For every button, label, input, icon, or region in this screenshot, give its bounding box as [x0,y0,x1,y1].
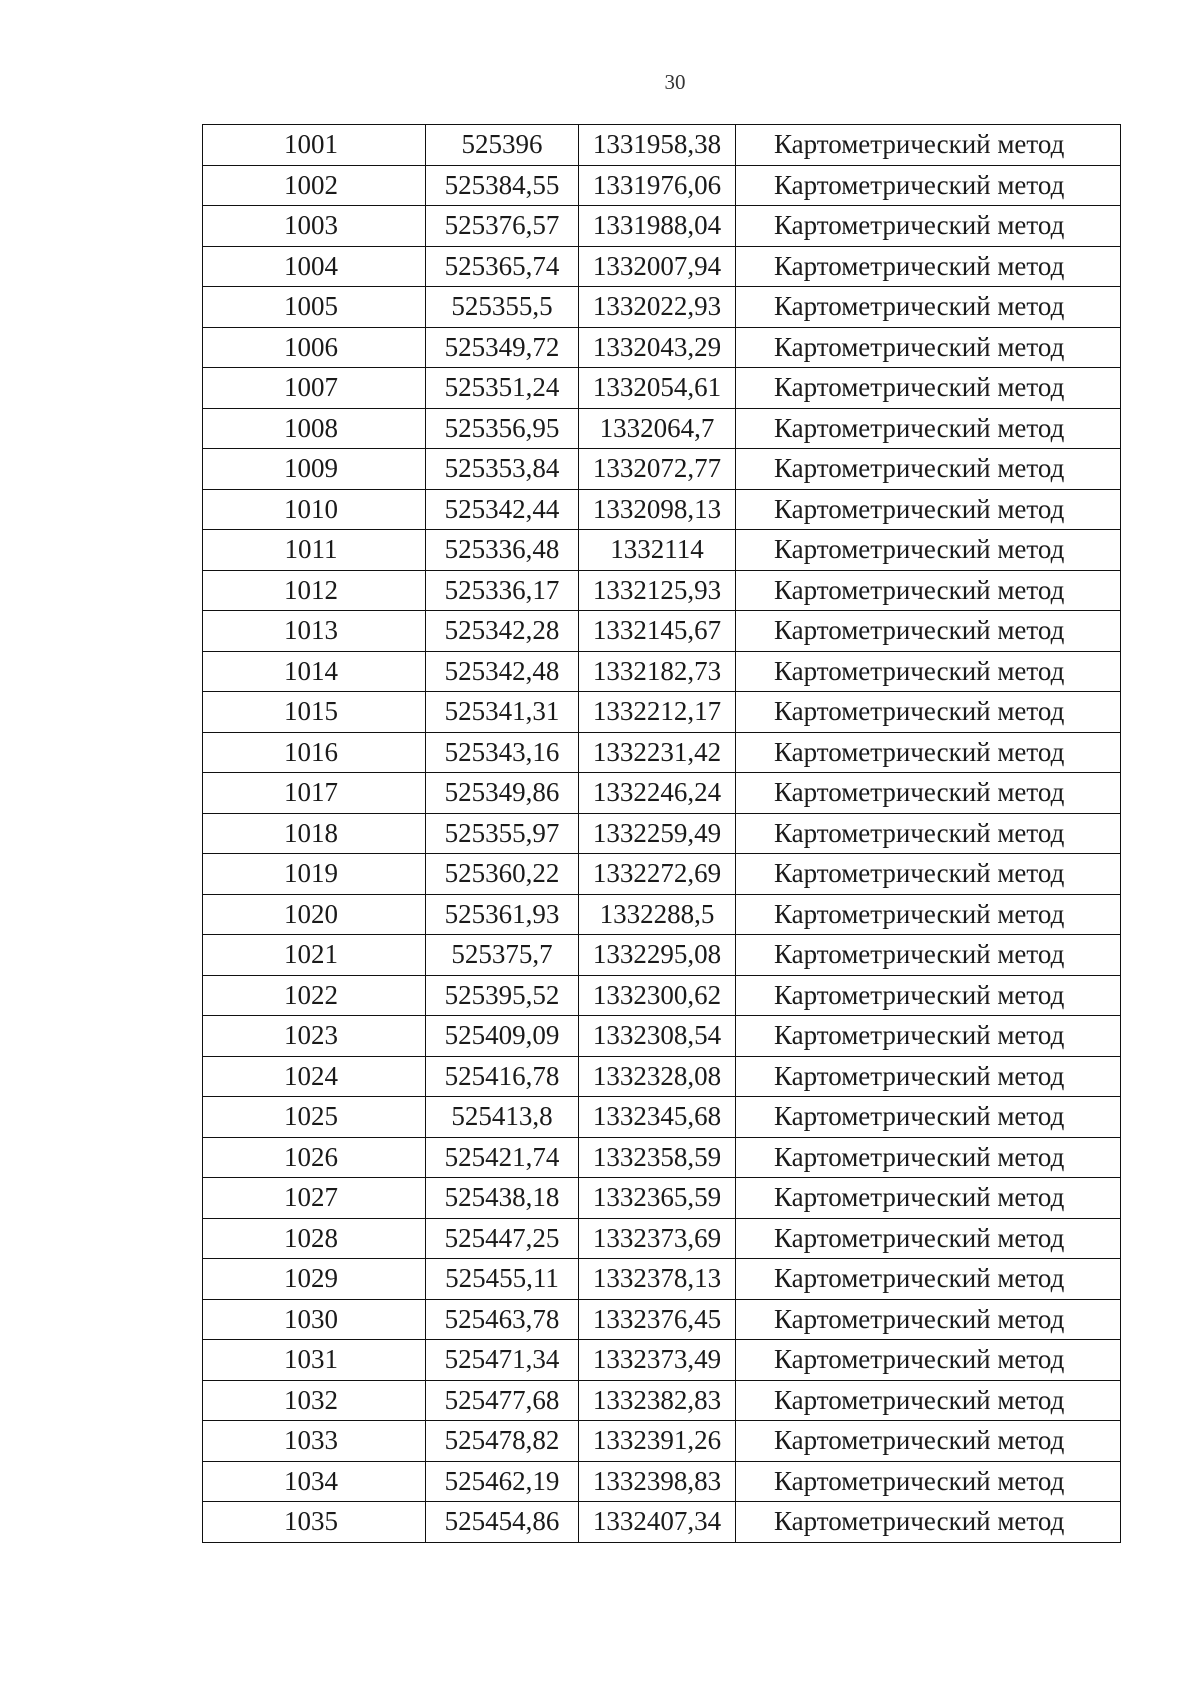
table-row [203,611,1121,652]
x-coordinate-cell: 525409,09 [426,1016,579,1057]
point-number-cell: 1018 [203,813,426,854]
table-row [203,732,1121,773]
x-coordinate-cell: 525336,48 [426,530,579,571]
method-cell: Картометрический метод [736,408,1121,449]
table-row [203,773,1121,814]
method-cell: Картометрический метод [736,813,1121,854]
x-coordinate-cell: 525447,25 [426,1218,579,1259]
table-row [203,1502,1121,1543]
point-number-cell: 1021 [203,935,426,976]
x-coordinate-cell: 525360,22 [426,854,579,895]
table-row [203,125,1121,166]
x-coordinate-cell: 525356,95 [426,408,579,449]
method-cell: Картометрический метод [736,327,1121,368]
table-row [203,327,1121,368]
x-coordinate-cell: 525395,52 [426,975,579,1016]
x-coordinate-cell: 525416,78 [426,1056,579,1097]
point-number-cell: 1007 [203,368,426,409]
method-cell: Картометрический метод [736,854,1121,895]
point-number-cell: 1009 [203,449,426,490]
x-coordinate-cell: 525349,72 [426,327,579,368]
method-cell: Картометрический метод [736,773,1121,814]
x-coordinate-cell: 525477,68 [426,1380,579,1421]
method-cell: Картометрический метод [736,732,1121,773]
table-row [203,489,1121,530]
x-coordinate-cell: 525355,5 [426,287,579,328]
x-coordinate-cell: 525462,19 [426,1461,579,1502]
method-cell: Картометрический метод [736,1421,1121,1462]
method-cell: Картометрический метод [736,1259,1121,1300]
y-coordinate-cell: 1332231,42 [579,732,736,773]
method-cell: Картометрический метод [736,1218,1121,1259]
point-number-cell: 1022 [203,975,426,1016]
point-number-cell: 1024 [203,1056,426,1097]
x-coordinate-cell: 525342,44 [426,489,579,530]
y-coordinate-cell: 1332295,08 [579,935,736,976]
y-coordinate-cell: 1332398,83 [579,1461,736,1502]
point-number-cell: 1003 [203,206,426,247]
y-coordinate-cell: 1331958,38 [579,125,736,166]
point-number-cell: 1006 [203,327,426,368]
y-coordinate-cell: 1332358,59 [579,1137,736,1178]
point-number-cell: 1010 [203,489,426,530]
method-cell: Картометрический метод [736,651,1121,692]
point-number-cell: 1026 [203,1137,426,1178]
y-coordinate-cell: 1332145,67 [579,611,736,652]
x-coordinate-cell: 525336,17 [426,570,579,611]
y-coordinate-cell: 1332182,73 [579,651,736,692]
table-row [203,854,1121,895]
point-number-cell: 1025 [203,1097,426,1138]
point-number-cell: 1027 [203,1178,426,1219]
table-row [203,1218,1121,1259]
table-row [203,165,1121,206]
table-row [203,287,1121,328]
point-number-cell: 1017 [203,773,426,814]
point-number-cell: 1035 [203,1502,426,1543]
table-row [203,894,1121,935]
point-number-cell: 1030 [203,1299,426,1340]
table-row [203,1016,1121,1057]
point-number-cell: 1023 [203,1016,426,1057]
x-coordinate-cell: 525343,16 [426,732,579,773]
table-row [203,206,1121,247]
method-cell: Картометрический метод [736,246,1121,287]
method-cell: Картометрический метод [736,165,1121,206]
method-cell: Картометрический метод [736,287,1121,328]
y-coordinate-cell: 1332064,7 [579,408,736,449]
y-coordinate-cell: 1332098,13 [579,489,736,530]
point-number-cell: 1002 [203,165,426,206]
table-row [203,570,1121,611]
x-coordinate-cell: 525421,74 [426,1137,579,1178]
y-coordinate-cell: 1332007,94 [579,246,736,287]
method-cell: Картометрический метод [736,125,1121,166]
method-cell: Картометрический метод [736,975,1121,1016]
y-coordinate-cell: 1332365,59 [579,1178,736,1219]
table-row [203,1380,1121,1421]
y-coordinate-cell: 1332022,93 [579,287,736,328]
y-coordinate-cell: 1332407,34 [579,1502,736,1543]
x-coordinate-cell: 525349,86 [426,773,579,814]
x-coordinate-cell: 525351,24 [426,368,579,409]
table-row [203,449,1121,490]
y-coordinate-cell: 1332345,68 [579,1097,736,1138]
y-coordinate-cell: 1332376,45 [579,1299,736,1340]
x-coordinate-cell: 525342,28 [426,611,579,652]
table-row [203,692,1121,733]
y-coordinate-cell: 1332391,26 [579,1421,736,1462]
x-coordinate-cell: 525438,18 [426,1178,579,1219]
table-row [203,408,1121,449]
point-number-cell: 1004 [203,246,426,287]
page-number: 30 [664,70,686,94]
table-row [203,813,1121,854]
table-row [203,1178,1121,1219]
point-number-cell: 1012 [203,570,426,611]
y-coordinate-cell: 1332300,62 [579,975,736,1016]
method-cell: Картометрический метод [736,1502,1121,1543]
x-coordinate-cell: 525384,55 [426,165,579,206]
y-coordinate-cell: 1332373,69 [579,1218,736,1259]
table-row [203,1259,1121,1300]
method-cell: Картометрический метод [736,530,1121,571]
coordinates-table-body [203,125,1121,1543]
x-coordinate-cell: 525454,86 [426,1502,579,1543]
y-coordinate-cell: 1331976,06 [579,165,736,206]
table-row [203,1097,1121,1138]
point-number-cell: 1016 [203,732,426,773]
y-coordinate-cell: 1332125,93 [579,570,736,611]
y-coordinate-cell: 1331988,04 [579,206,736,247]
y-coordinate-cell: 1332328,08 [579,1056,736,1097]
x-coordinate-cell: 525361,93 [426,894,579,935]
y-coordinate-cell: 1332043,29 [579,327,736,368]
x-coordinate-cell: 525478,82 [426,1421,579,1462]
method-cell: Картометрический метод [736,449,1121,490]
point-number-cell: 1014 [203,651,426,692]
method-cell: Картометрический метод [736,894,1121,935]
method-cell: Картометрический метод [736,1097,1121,1138]
x-coordinate-cell: 525396 [426,125,579,166]
table-row [203,1137,1121,1178]
table-row [203,975,1121,1016]
x-coordinate-cell: 525413,8 [426,1097,579,1138]
table-row [203,530,1121,571]
x-coordinate-cell: 525342,48 [426,651,579,692]
point-number-cell: 1028 [203,1218,426,1259]
method-cell: Картометрический метод [736,1056,1121,1097]
x-coordinate-cell: 525353,84 [426,449,579,490]
method-cell: Картометрический метод [736,1299,1121,1340]
table-row [203,246,1121,287]
x-coordinate-cell: 525376,57 [426,206,579,247]
y-coordinate-cell: 1332054,61 [579,368,736,409]
method-cell: Картометрический метод [736,570,1121,611]
x-coordinate-cell: 525455,11 [426,1259,579,1300]
y-coordinate-cell: 1332212,17 [579,692,736,733]
table-row [203,935,1121,976]
x-coordinate-cell: 525375,7 [426,935,579,976]
method-cell: Картометрический метод [736,1461,1121,1502]
y-coordinate-cell: 1332308,54 [579,1016,736,1057]
method-cell: Картометрический метод [736,1178,1121,1219]
point-number-cell: 1001 [203,125,426,166]
table-row [203,1299,1121,1340]
point-number-cell: 1019 [203,854,426,895]
point-number-cell: 1015 [203,692,426,733]
point-number-cell: 1013 [203,611,426,652]
method-cell: Картометрический метод [736,935,1121,976]
y-coordinate-cell: 1332382,83 [579,1380,736,1421]
point-number-cell: 1011 [203,530,426,571]
method-cell: Картометрический метод [736,1016,1121,1057]
point-number-cell: 1008 [203,408,426,449]
table-row [203,1461,1121,1502]
coordinates-table [202,124,1121,1543]
method-cell: Картометрический метод [736,611,1121,652]
table-row [203,1421,1121,1462]
y-coordinate-cell: 1332259,49 [579,813,736,854]
table-row [203,368,1121,409]
method-cell: Картометрический метод [736,489,1121,530]
y-coordinate-cell: 1332072,77 [579,449,736,490]
x-coordinate-cell: 525471,34 [426,1340,579,1381]
y-coordinate-cell: 1332288,5 [579,894,736,935]
method-cell: Картометрический метод [736,1340,1121,1381]
y-coordinate-cell: 1332114 [579,530,736,571]
table-row [203,1340,1121,1381]
x-coordinate-cell: 525341,31 [426,692,579,733]
method-cell: Картометрический метод [736,368,1121,409]
point-number-cell: 1020 [203,894,426,935]
point-number-cell: 1032 [203,1380,426,1421]
point-number-cell: 1034 [203,1461,426,1502]
point-number-cell: 1029 [203,1259,426,1300]
table-row [203,651,1121,692]
y-coordinate-cell: 1332373,49 [579,1340,736,1381]
y-coordinate-cell: 1332246,24 [579,773,736,814]
x-coordinate-cell: 525365,74 [426,246,579,287]
table-row [203,1056,1121,1097]
x-coordinate-cell: 525463,78 [426,1299,579,1340]
y-coordinate-cell: 1332378,13 [579,1259,736,1300]
point-number-cell: 1033 [203,1421,426,1462]
x-coordinate-cell: 525355,97 [426,813,579,854]
method-cell: Картометрический метод [736,692,1121,733]
method-cell: Картометрический метод [736,1380,1121,1421]
y-coordinate-cell: 1332272,69 [579,854,736,895]
point-number-cell: 1005 [203,287,426,328]
method-cell: Картометрический метод [736,1137,1121,1178]
method-cell: Картометрический метод [736,206,1121,247]
point-number-cell: 1031 [203,1340,426,1381]
